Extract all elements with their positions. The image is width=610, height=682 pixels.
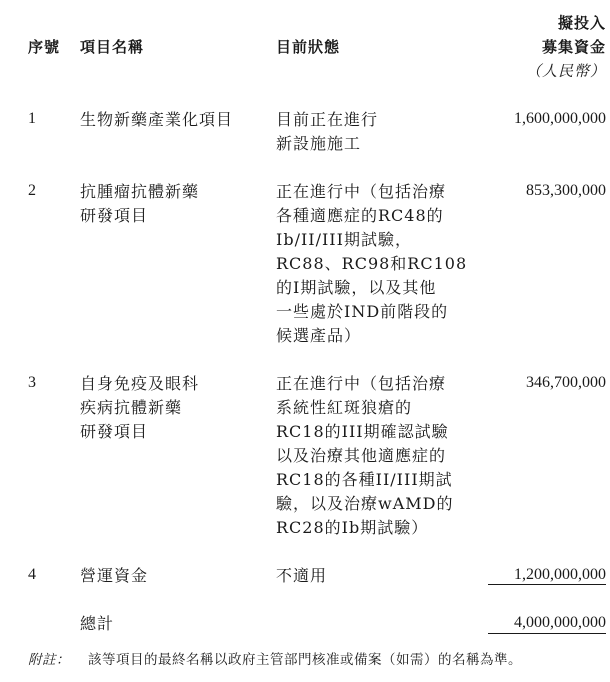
row-status-line: 候選產品） [276,326,362,345]
row-status-line: 正在進行中（包括治療 [276,374,447,393]
row-status-line: Ib/II/III期試驗， [276,230,412,249]
row-amount: 1,600,000,000 [514,110,606,127]
row-status-line: 系統性紅斑狼瘡的 [276,398,413,417]
row-name [80,108,233,132]
row-status-line: RC18的各種II/III期試 [276,470,453,489]
subtotal-rule [488,584,606,585]
footnote-label: 附註： [28,652,70,668]
footnote [28,648,522,668]
total-rule [488,633,606,634]
row-index: 4 [28,566,36,583]
row-status [276,108,378,156]
row-name-line: 疾病抗體新藥 [80,398,183,417]
row-index: 3 [28,374,36,391]
row-name-line: 抗腫瘤抗體新藥 [80,182,200,201]
header-amount-line2: 募集資金 [541,38,606,56]
row-status [276,372,453,540]
total-label: 總計 [80,614,115,633]
row-status-line: RC18的III期確認試驗 [276,422,449,441]
row-status-line: 的I期試驗，以及其他 [276,278,437,297]
header-amount-line1: 擬投入 [557,14,606,32]
row-status-line: RC28的Ib期試驗） [276,518,429,537]
row-name [80,180,199,228]
row-name-line: 研發項目 [80,206,149,225]
row-status [276,564,327,588]
header-name: 項目名稱 [80,38,145,56]
row-status-line: 不適用 [276,566,328,585]
row-status-line: 驗，以及治療wAMD的 [276,494,454,513]
row-status-line: 各種適應症的RC48的 [276,206,444,225]
row-status-line: 目前正在進行 [276,110,379,129]
row-name [80,372,199,444]
row-name [80,564,148,588]
row-index: 2 [28,182,36,199]
header-amount-currency: （人民幣） [525,62,606,80]
row-status-line: 正在進行中（包括治療 [276,182,447,201]
row-name-line: 自身免疫及眼科 [80,374,200,393]
row-index: 1 [28,110,36,127]
row-name-line: 研發項目 [80,422,149,441]
header-status: 目前狀態 [276,38,341,56]
row-status [276,180,467,348]
header-seq: 序號 [28,38,61,56]
total-amount: 4,000,000,000 [514,614,606,631]
row-amount: 1,200,000,000 [514,566,606,583]
row-status-line: RC88、RC98和RC108 [276,254,468,273]
row-amount: 853,300,000 [526,182,606,199]
row-amount: 346,700,000 [526,374,606,391]
row-status-line: 一些處於IND前階段的 [276,302,449,321]
row-status-line: 新設施施工 [276,134,362,153]
row-name-line: 營運資金 [80,566,149,585]
footnote-text: 該等項目的最終名稱以政府主管部門核准或備案（如需）的名稱為準。 [88,652,522,668]
row-status-line: 以及治療其他適應症的 [276,446,447,465]
row-name-line: 生物新藥產業化項目 [80,110,234,129]
